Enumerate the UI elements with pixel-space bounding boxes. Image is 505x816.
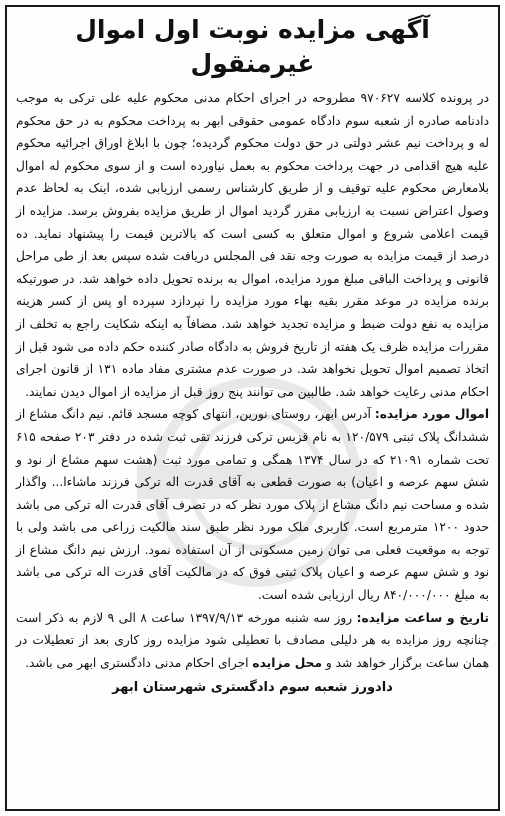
auction-location-text: اجرای احکام مدنی دادگستری ابهر می باشد. <box>25 655 249 670</box>
property-label: اموال مورد مزایده: <box>374 407 489 422</box>
auction-datetime-text: روز سه شنبه مورخه ۱۳۹۷/۹/۱۳ ساعت ۸ الی ۹ لازم به ذکر است چنانچه روز مزایده به هر دلیلی مصادف با تعطیلی شود مزایده روز کاری بعد از تعطیلات در همان ساعت برگزار خواهد شد و <box>16 610 489 670</box>
notice-signature: دادورز شعبه سوم دادگستری شهرستان ابهر <box>112 680 393 696</box>
notice-intro-paragraph: در پرونده کلاسه ۹۷۰۶۲۷ مطروحه در اجرای احکام مدنی محکوم علیه علی ترکی به موجب دادنامه صادره از شعبه سوم دادگاه عمومی حقوقی ابهر به پرداخت محکوم به در حق محکوم له و پرداخت نیم عشر دولتی در حق دولت محکوم گردیده؛ چون با ابلاغ اوراق اجرائیه محکوم علیه هیچ اقدامی در جهت پرداخت محکوم به بعمل نیاورده است و از سوی محکوم له اموال بلامعارض محکوم علیه توقیف و از طریق کارشناس رسمی ارزیابی شده، اینک به لحاظ عدم وصول اعتراض نسبت به ارزیابی مقرر گردید اموال از طریق مزایده بفروش برسد. مزایده از قیمت اعلامی شروع و اموال متعلق به کسی است که بالاترین قیمت را پیشنهاد نماید. ده درصد از قیمت مزایده به صورت وجه نقد فی المجلس دریافت شده سپس بعد از طی مراحل قانونی و پرداخت الباقی مبلغ مورد مزایده، اموال به برنده تحویل داده خواهد شد. در صورتیکه برنده مزایده در موعد مقرر بقیه بهاء مورد مزایده را نپردازد سپرده او پس از کسر هزینه مزایده به نفع دولت ضبط و مزایده تجدید خواهد شد. مضافاً به اینکه شکایت راجع به تخلف از مقررات مزایده ظرف یک هفته از تاریخ فروش به دادگاه صادر کننده حکم داده می شود قبل از اتخاذ تصمیم اموال تحویل نخواهد شد. در صورت عدم مشتری مفاد ماده ۱۳۱ از قانون اجرای احکام مدنی رعایت خواهد شد. طالبین می توانند پنج روز قبل از مزایده از اموال دیدن نمایند. <box>16 91 489 399</box>
property-description: آدرس ابهر، روستای نورین، انتهای کوچه مسجد قائم. نیم دانگ مشاع از ششدانگ پلاک ثبتی ۱۲۰/۵۷۹ به نام قزبس ترکی فرزند تقی ثبت شده در دفتر ۲۰۳ صفحه ۶۱۵ تحت شماره ۲۱۰۹۱ که در سال ۱۳۷۴ همگی و تمامی مورد ثبت (هشت سهم مشاع از نود و شش سهم عرصه و اعیان) به صورت قطعی به آقای قدرت اله ترکی فرزند ماشاءا... واگذار شده و مساحت نیم دانگ مشاع از پلاک مورد نظر که در تصرف آقای قدرت اله ترکی می باشد حدود ۱۲۰۰ مترمربع است. کاربری ملک مورد نظر طبق سند مالکیت زراعی می باشد ولی با توجه به موقعیت فعلی می توان زمین مسکونی از آن استفاده نمود. ارزش نیم دانگ مشاع از نود و شش سهم عرصه و اعیان پلاک ثبتی فوق که در مالکیت آقای قدرت اله ترکی می باشد به مبلغ ۸۴۰/۰۰۰/۰۰۰ ریال ارزیابی شده است. <box>16 407 489 603</box>
auction-datetime-paragraph <box>16 607 489 675</box>
property-paragraph <box>16 403 489 606</box>
auction-notice <box>5 5 500 811</box>
notice-title: آگهی مزایده نوبت اول اموال غیرمنقول <box>75 15 430 78</box>
auction-location-label: محل مزایده <box>252 655 322 670</box>
auction-datetime-label: تاریخ و ساعت مزایده: <box>356 610 489 625</box>
